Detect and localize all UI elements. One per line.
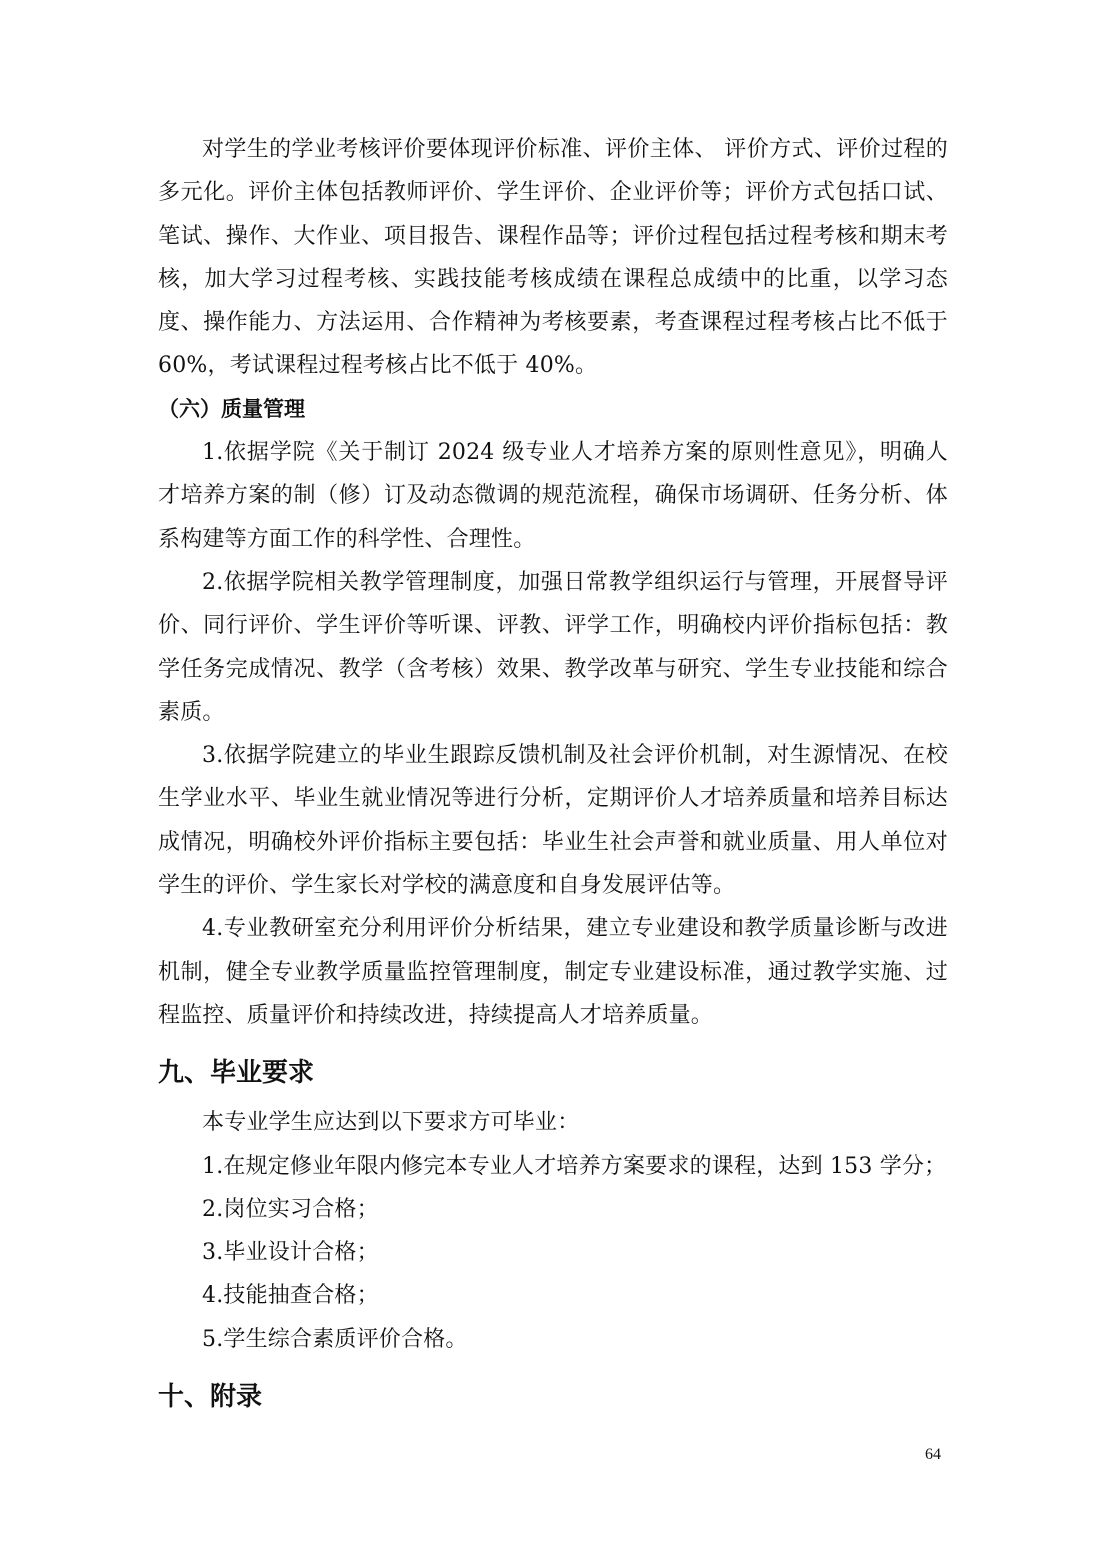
graduation-item-3: 3.毕业设计合格；: [202, 1240, 379, 1266]
appendix-heading: 十、附录: [158, 1382, 263, 1413]
quality-item-3: 3.依据学院建立的毕业生跟踪反馈机制及社会评价机制，对生源情况、在校生学业水平、毕业生就业情况等进行分析，定期评价人才培养质量和培养目标达成情况，明确校外评价指标主要包括：毕业生社会声誉和就业质量、用人单位对学生的评价、学生家长对学校的满意度和自身发展评估等。: [158, 743, 948, 899]
quality-management-heading: （六）质量管理: [158, 396, 305, 421]
graduation-item-5: 5.学生综合素质评价合格。: [202, 1326, 468, 1352]
graduation-requirements-heading: 九、毕业要求: [158, 1058, 315, 1089]
graduation-item-1: 1.在规定修业年限内修完本专业人才培养方案要求的课程，达到 153 学分；: [202, 1153, 947, 1179]
quality-item-2: 2.依据学院相关教学管理制度，加强日常教学组织运行与管理，开展督导评价、同行评价、学生评价等听课、评教、评学工作，明确校内评价指标包括：教学任务完成情况、教学（含考核）效果、教学改革与研究、学生专业技能和综合素质。: [158, 569, 948, 725]
graduation-item-2: 2.岗位实习合格；: [202, 1196, 379, 1222]
graduation-item-4: 4.技能抽查合格；: [202, 1283, 379, 1309]
page-number: 64: [925, 1446, 941, 1463]
page-content: [158, 128, 948, 1419]
quality-item-1: 1.依据学院《关于制订 2024 级专业人才培养方案的原则性意见》，明确人才培养方案的制（修）订及动态微调的规范流程，确保市场调研、任务分析、体系构建等方面工作的科学性、合理性。: [158, 440, 948, 552]
assessment-paragraph: 对学生的学业考核评价要体现评价标准、评价主体、 评价方式、评价过程的多元化。评价主体包括教师评价、学生评价、企业评价等；评价方式包括口试、笔试、操作、大作业、项目报告、课程作品等；评价过程包括过程考核和期末考核，加大学习过程考核、实践技能考核成绩在课程总成绩中的比重，以学习态度、操作能力、方法运用、合作精神为考核要素，考查课程过程考核占比不低于 60%，考试课程过程考核占比不低于 40%。: [158, 137, 948, 379]
quality-item-4: 4.专业教研室充分利用评价分析结果，建立专业建设和教学质量诊断与改进机制，健全专业教学质量监控管理制度，制定专业建设标准，通过教学实施、过程监控、质量评价和持续改进，持续提高人才培养质量。: [158, 916, 948, 1028]
graduation-intro: 本专业学生应达到以下要求方可毕业：: [202, 1110, 580, 1136]
